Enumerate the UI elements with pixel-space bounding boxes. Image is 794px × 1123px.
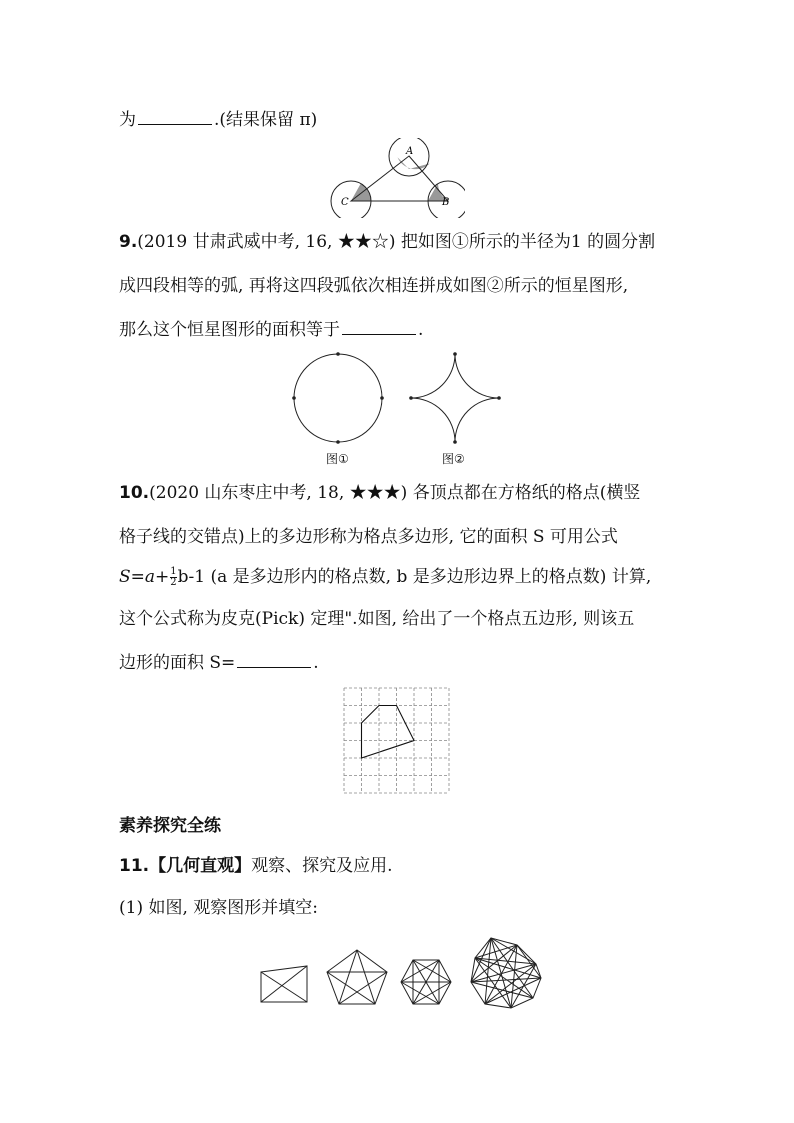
q10-line4: 这个公式称为皮克(Pick) 定理".如图, 给出了一个格点五边形, 则该五 (119, 609, 635, 629)
q8-triangle-figure (325, 138, 465, 218)
q8-blank (138, 108, 212, 125)
section-title: 素养探究全练 (119, 816, 221, 836)
q10-text3: (a 是多边形内的格点数, b 是多边形边界上的格点数) 计算, (205, 567, 652, 587)
star-point-top (453, 352, 457, 356)
circle-a (389, 138, 429, 176)
q11-polygons-figure (255, 932, 545, 1012)
q11-line1 (119, 855, 393, 877)
q9-blank (342, 318, 416, 335)
q9-text1: (2019 甘肃武威中考, 16, ★★☆) 把如图①所示的半径为1 的圆分割 (137, 232, 656, 252)
q9-line3 (119, 318, 423, 341)
q9-star-figure (405, 350, 505, 450)
frac-denominator: 2 (170, 577, 177, 588)
q11-title-rest: 观察、探究及应用. (251, 856, 393, 876)
star-shape (411, 354, 499, 442)
star-point-left (409, 396, 413, 400)
caption-figure2: 图② (442, 452, 465, 466)
q9-suffix: . (418, 320, 424, 340)
star-point-right (497, 396, 501, 400)
q11-number: 11. (119, 856, 150, 876)
point-top (336, 352, 340, 356)
q10-line1 (119, 482, 640, 504)
point-bottom (336, 440, 340, 444)
q10-grid-figure (342, 686, 452, 796)
q9-text3: 那么这个恒星图形的面积等于 (119, 320, 340, 340)
point-right (380, 396, 384, 400)
q10-number: 10. (119, 483, 150, 503)
label-b: B (442, 197, 450, 208)
octagon-diagonals (471, 938, 541, 1008)
q10-suffix: . (313, 653, 319, 673)
q10-text5: 边形的面积 S= (119, 653, 236, 673)
fraction-half (170, 567, 176, 588)
formula-b: b-1 (177, 567, 206, 587)
formula-a: S=a+ (119, 567, 170, 587)
q9-number: 9. (119, 232, 138, 252)
q10-line5 (119, 651, 319, 674)
q8-answer-line (119, 108, 317, 131)
grid-lines (344, 688, 449, 793)
q9-line1 (119, 231, 655, 253)
star-point-bottom (453, 440, 457, 444)
pentagon-diagonals (327, 950, 387, 1004)
label-a: A (406, 146, 414, 157)
circle-figure1 (294, 354, 382, 442)
point-left (292, 396, 296, 400)
q10-blank (237, 651, 311, 668)
q10-line2: 格子线的交错点)上的多边形称为格点多边形, 它的面积 S 可用公式 (119, 527, 618, 547)
pentagon (362, 706, 415, 759)
q8-suffix: .(结果保留 π) (214, 110, 318, 130)
q11-title: 【几何直观】 (149, 856, 252, 876)
q10-text1: (2020 山东枣庄中考, 18, ★★★) 各顶点都在方格纸的格点(横竖 (149, 483, 641, 503)
q11-sub1: (1) 如图, 观察图形并填空: (119, 898, 319, 918)
quadrilateral (261, 966, 307, 1002)
hexagon-diagonals (401, 960, 451, 1004)
frac-numerator: 1 (170, 566, 177, 577)
caption-figure1: 图① (326, 452, 349, 466)
label-c: C (341, 197, 349, 208)
q8-prefix: 为 (119, 110, 136, 130)
q9-line2: 成四段相等的弧, 再将这四段弧依次相连拼成如图②所示的恒星图形, (119, 276, 629, 296)
q9-circle-figure (290, 350, 390, 450)
q10-line3 (119, 566, 651, 588)
